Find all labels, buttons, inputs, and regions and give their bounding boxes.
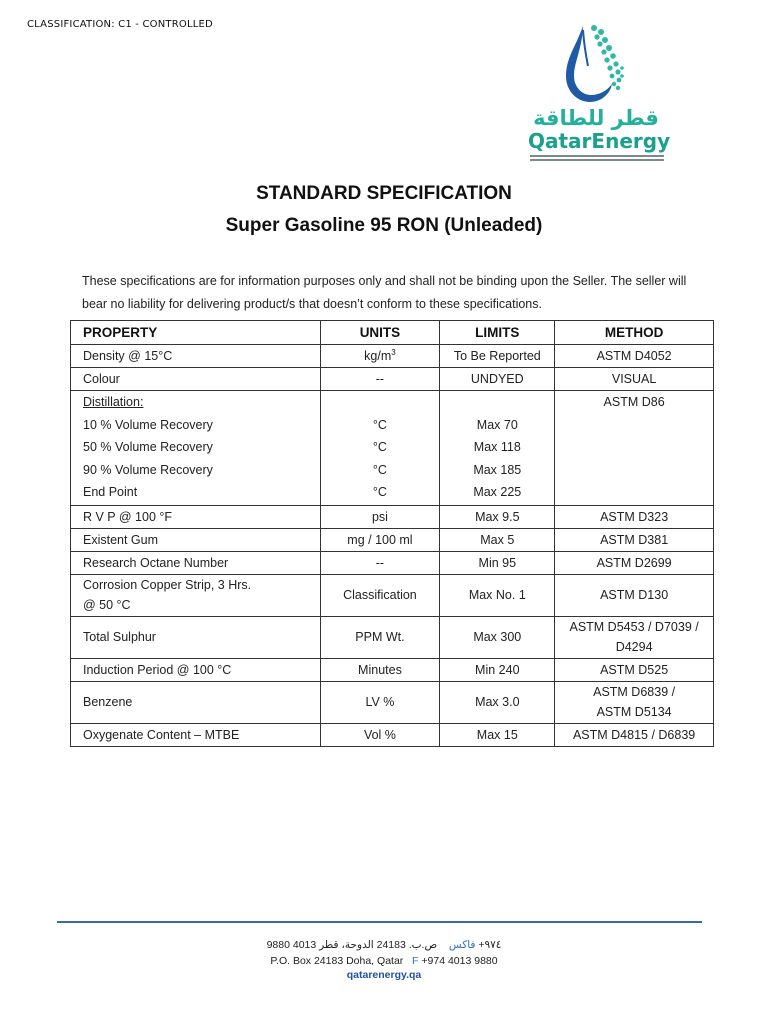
ron-limits: Min 95 — [440, 551, 555, 574]
footer-website-link[interactable]: qatarenergy.qa — [346, 969, 422, 981]
qatarenergy-logo — [528, 22, 671, 170]
ron-method: ASTM D2699 — [555, 551, 714, 574]
ron-property: Research Octane Number — [71, 551, 321, 574]
corrosion-property: Corrosion Copper Strip, 3 Hrs. @ 50 °C — [71, 574, 321, 616]
colour-limits: UNDYED — [440, 368, 555, 391]
induction-limits: Min 240 — [440, 658, 555, 681]
colour-method: VISUAL — [555, 368, 714, 391]
logo-arabic-name: قطر للطاقة — [533, 106, 659, 130]
table-row — [71, 616, 714, 658]
rvp-method: ASTM D323 — [555, 505, 714, 528]
gum-property: Existent Gum — [71, 528, 321, 551]
ron-units: -- — [320, 551, 440, 574]
gum-limits: Max 5 — [440, 528, 555, 551]
sulphur-method: ASTM D5453 / D7039 / D4294 — [555, 616, 714, 658]
page-title: STANDARD SPECIFICATION — [256, 183, 512, 204]
logo-english-name: QatarEnergy — [528, 129, 671, 153]
rvp-units: psi — [320, 505, 440, 528]
logo-tagline-lines — [530, 155, 664, 163]
density-method: ASTM D4052 — [555, 345, 714, 368]
footer-arabic-line: 9880 4013 ٩٧٤+ فاكس ص.ب. 24183 الدوحة، قطر — [266, 939, 502, 951]
colour-units: -- — [320, 368, 440, 391]
colour-property: Colour — [71, 368, 321, 391]
induction-method: ASTM D525 — [555, 658, 714, 681]
rvp-limits: Max 9.5 — [440, 505, 555, 528]
distillation-properties: Distillation: 10 % Volume Recovery 50 % Volume Recovery 90 % Volume Recovery End Point — [71, 391, 321, 506]
table-row — [71, 574, 714, 616]
gum-units: mg / 100 ml — [320, 528, 440, 551]
induction-units: Minutes — [320, 658, 440, 681]
table-header-row — [71, 321, 714, 345]
classification-label: CLASSIFICATION: C1 - CONTROLLED — [27, 19, 213, 30]
table-row — [71, 723, 714, 746]
header-method: METHOD — [555, 321, 714, 345]
corrosion-method: ASTM D130 — [555, 574, 714, 616]
table-row — [71, 505, 714, 528]
oxygenate-limits: Max 15 — [440, 723, 555, 746]
table-row — [71, 345, 714, 368]
drop-icon — [528, 22, 668, 112]
table-row — [71, 681, 714, 723]
benzene-limits: Max 3.0 — [440, 681, 555, 723]
induction-property: Induction Period @ 100 °C — [71, 658, 321, 681]
distillation-limits: Max 70 Max 118 Max 185 Max 225 — [440, 391, 555, 506]
density-units: $kg/m^3$ — [320, 345, 440, 368]
oxygenate-method: ASTM D4815 / D6839 — [555, 723, 714, 746]
density-property: Density @ 15°C — [71, 345, 321, 368]
header-limits: LIMITS — [440, 321, 555, 345]
page-subtitle: Super Gasoline 95 RON (Unleaded) — [225, 215, 543, 236]
corrosion-units: Classification — [320, 574, 440, 616]
footer-address-line: P.O. Box 24183 Doha, Qatar F +974 4013 9880 — [270, 955, 498, 967]
oxygenate-units: Vol % — [320, 723, 440, 746]
table-row — [71, 528, 714, 551]
sulphur-limits: Max 300 — [440, 616, 555, 658]
specification-table — [70, 320, 714, 747]
corrosion-limits: Max No. 1 — [440, 574, 555, 616]
table-row — [71, 368, 714, 391]
distillation-method: ASTM D86 — [555, 391, 714, 506]
benzene-method: ASTM D6839 / ASTM D5134 — [555, 681, 714, 723]
oxygenate-property: Oxygenate Content – MTBE — [71, 723, 321, 746]
benzene-units: LV % — [320, 681, 440, 723]
rvp-property: R V P @ 100 °F — [71, 505, 321, 528]
benzene-property: Benzene — [71, 681, 321, 723]
distillation-row — [71, 391, 714, 506]
sulphur-property: Total Sulphur — [71, 616, 321, 658]
table-row — [71, 551, 714, 574]
distillation-heading: Distillation: — [83, 395, 144, 409]
header-units: UNITS — [320, 321, 440, 345]
distillation-units: °C °C °C °C — [320, 391, 440, 506]
gum-method: ASTM D381 — [555, 528, 714, 551]
table-row — [71, 658, 714, 681]
disclaimer-paragraph: These specifications are for information purposes only and shall not be binding upon the Seller. The seller will bear no liability for delivering product/s that doesn’t conform to these specifications. — [82, 274, 687, 311]
sulphur-units: PPM Wt. — [320, 616, 440, 658]
footer-divider — [57, 921, 702, 923]
header-property: PROPERTY — [71, 321, 321, 345]
density-limits: To Be Reported — [440, 345, 555, 368]
